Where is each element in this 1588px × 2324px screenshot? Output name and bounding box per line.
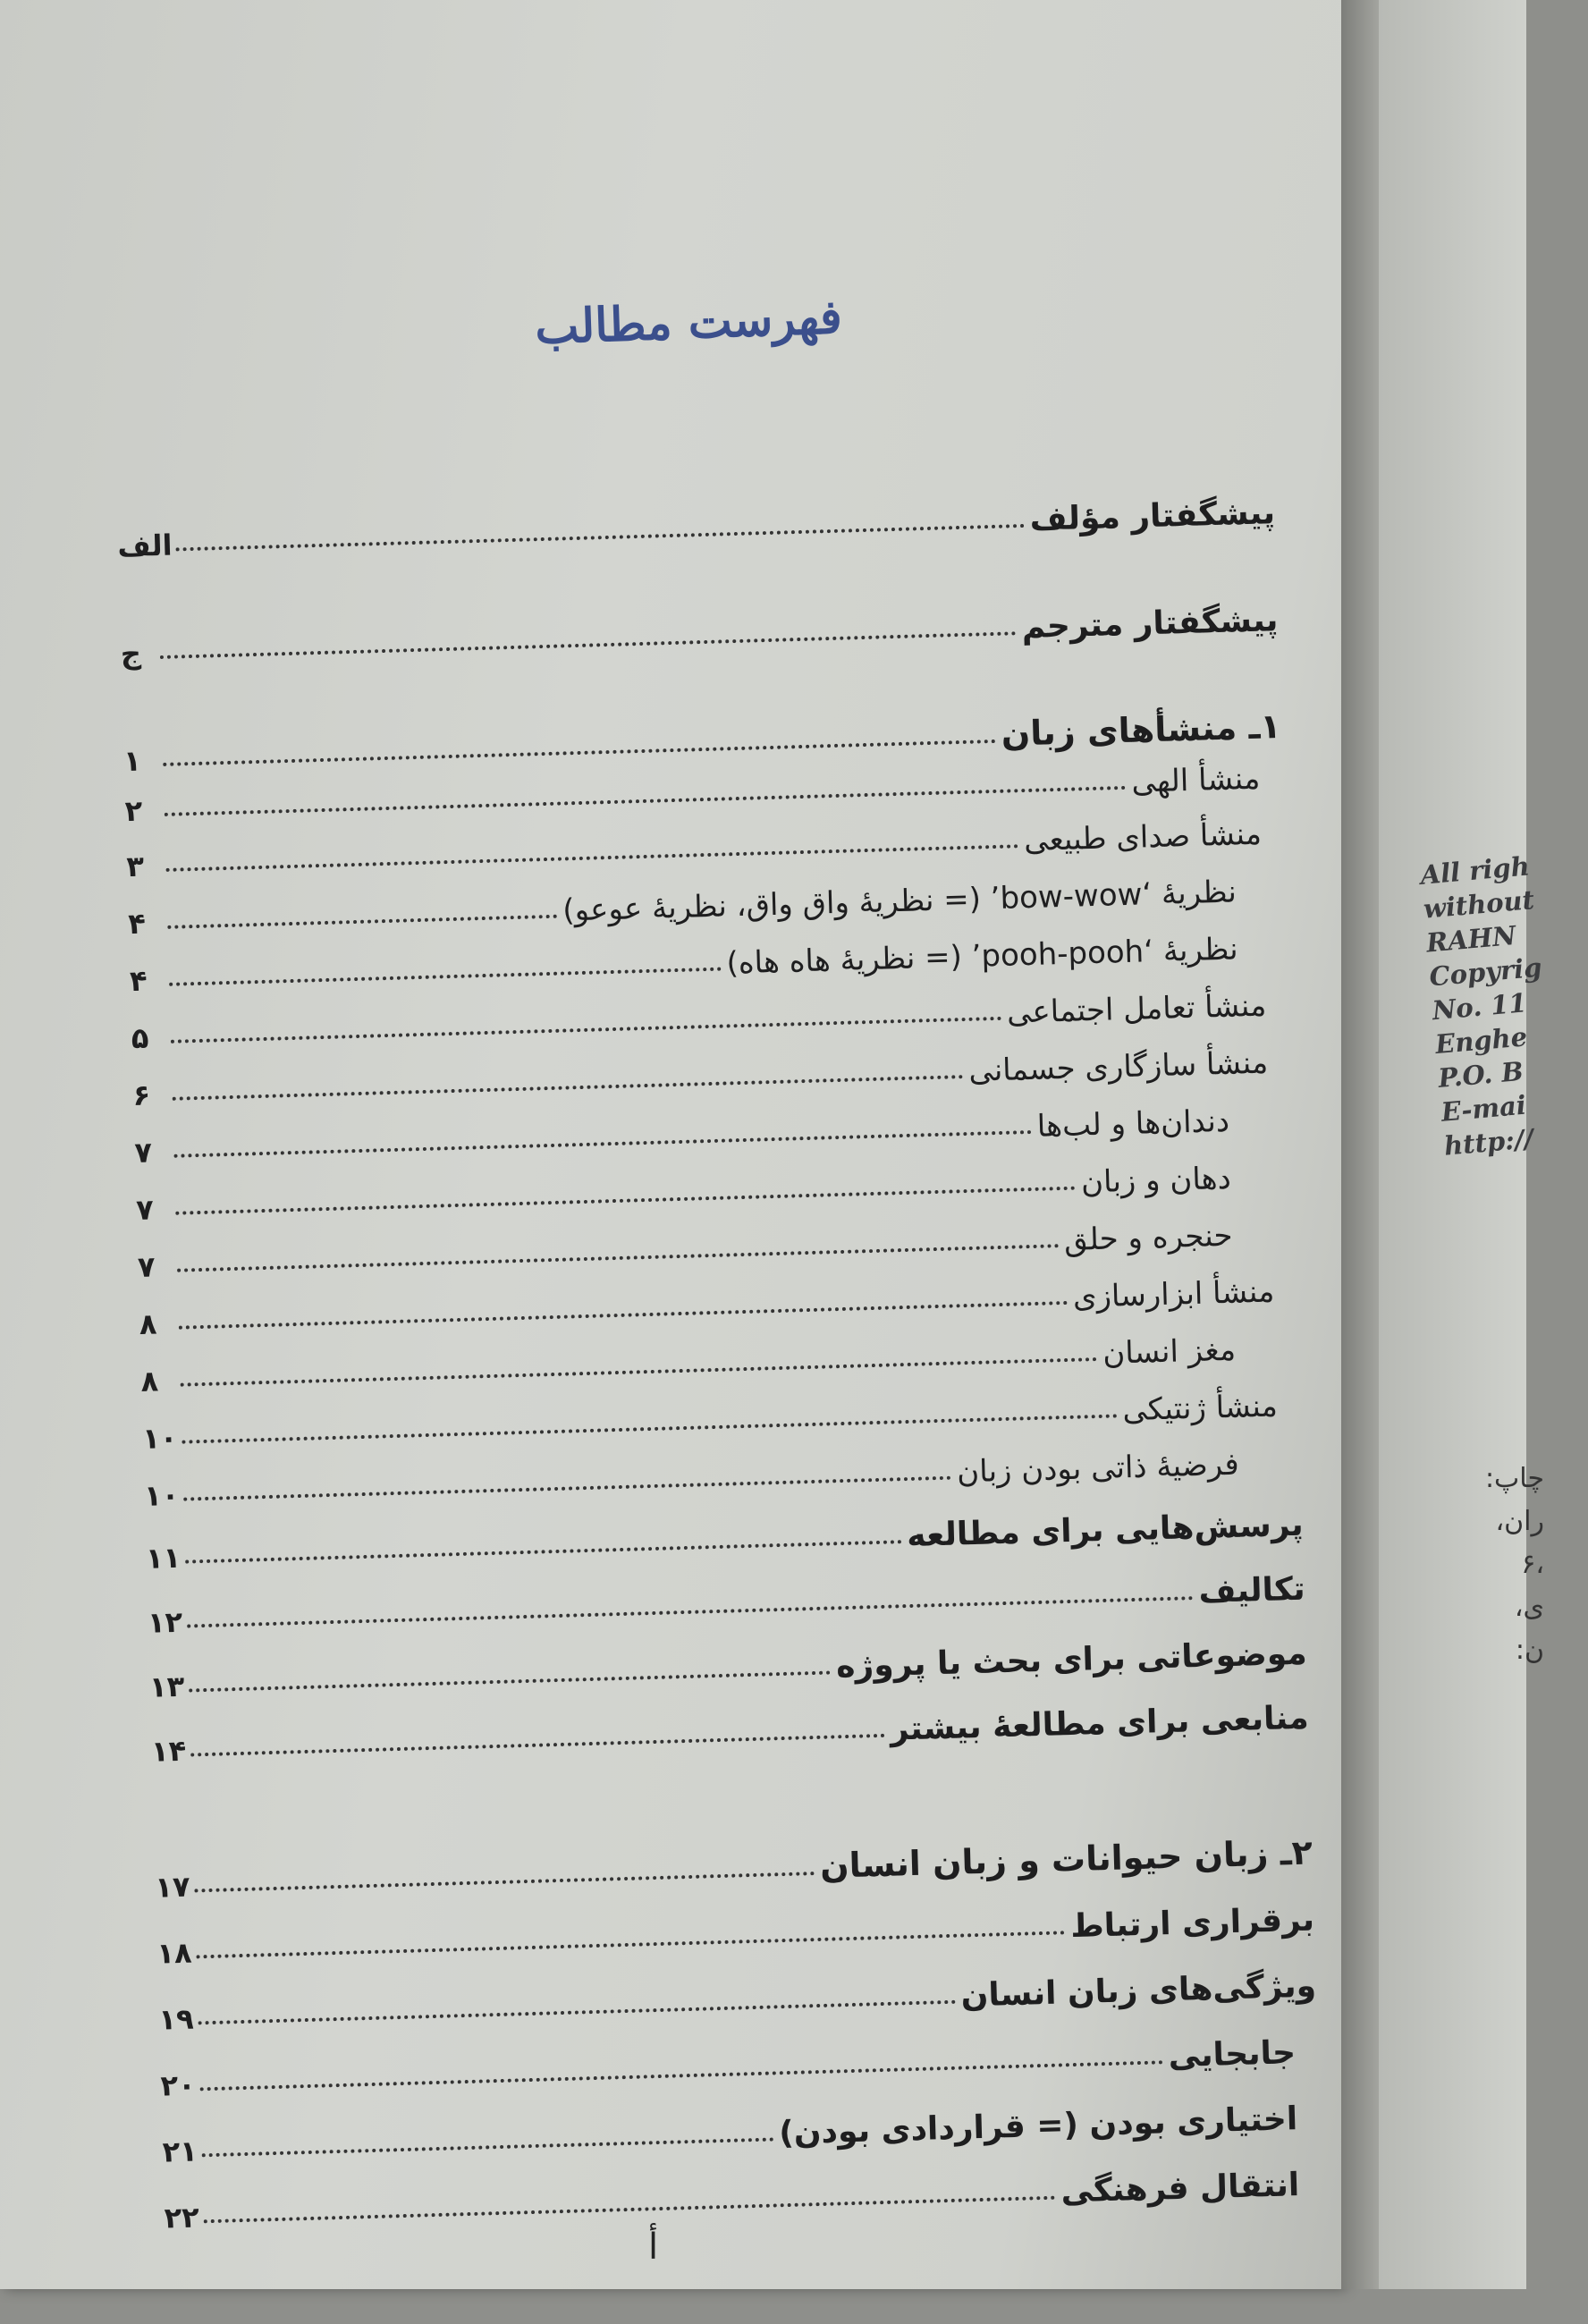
toc-entry-page: ۱۰	[141, 1420, 178, 1456]
toc-entry-title: فرضیهٔ ذاتی بودن زبان	[956, 1446, 1240, 1491]
leader-dots	[166, 844, 1019, 872]
toc-entry-title: ۱ـ منشأهای زبان	[1001, 706, 1282, 754]
toc-entry-page: ۷	[133, 1135, 153, 1170]
toc-entry-page: ۲	[124, 793, 143, 829]
toc-entry-title: حنجره و حلق	[1063, 1217, 1234, 1259]
leader-dots	[176, 524, 1025, 552]
toc-entry-title: منشأ تعامل اجتماعی	[1006, 987, 1267, 1031]
leader-dots	[173, 1075, 964, 1101]
toc-entry-page: ۱۱	[145, 1540, 182, 1576]
adjacent-page	[1379, 0, 1544, 2289]
leader-dots	[169, 968, 722, 986]
leader-dots	[179, 1301, 1068, 1330]
leader-dots	[181, 1357, 1098, 1387]
toc-entry-page: ۸	[139, 1306, 157, 1341]
toc-entry-page: ۳	[125, 849, 145, 884]
leader-dots	[198, 2000, 956, 2025]
toc-entry	[156, 1890, 1314, 1971]
toc-entry-page: ۱۷	[154, 1869, 190, 1905]
toc-entry	[160, 2023, 1297, 2102]
leader-dots	[173, 1130, 1032, 1158]
leader-dots	[190, 1734, 885, 1757]
leader-dots	[175, 1187, 1076, 1215]
toc-entry-title: دهان و زبان	[1080, 1160, 1232, 1201]
toc-entry	[162, 2089, 1298, 2168]
toc-entry	[164, 2155, 1300, 2235]
toc-entry-title: منشأ سازگاری جسمانی	[967, 1044, 1269, 1089]
adjacent-page-english-text: All righ without RAHN Copyrig No. 11 Enghe P.O. B E-mai http://	[1419, 850, 1543, 1162]
toc-entry-title: پرسش‌هایی برای مطالعه	[906, 1506, 1305, 1555]
leader-dots	[182, 1414, 1117, 1443]
leader-dots	[177, 1244, 1059, 1272]
toc-entry-page: ۱	[122, 743, 142, 779]
leader-dots	[200, 2060, 1163, 2091]
toc-entry	[150, 1688, 1309, 1769]
toc-entry-page: ۲۱	[162, 2134, 198, 2169]
toc-entry-page: ۵	[131, 1020, 149, 1056]
adjacent-page-persian-text: چاپ: ران، ،۶ ی، ن:	[1484, 1463, 1544, 1666]
toc-entry-page: ۴	[127, 906, 147, 942]
toc-entry-page: ۱۳	[148, 1669, 185, 1704]
toc-entry-title: اختیاری بودن (= قراردادی بودن)	[778, 2100, 1298, 2152]
toc-entry-page: ۱۰	[143, 1477, 180, 1513]
toc-entry-title: تکالیف	[1197, 1570, 1306, 1610]
toc-entry-page: ۲۲	[164, 2200, 200, 2235]
toc-entry-title: منشأ صدای طبیعی	[1023, 816, 1263, 859]
leader-dots	[204, 2196, 1056, 2224]
toc-entry-title: منشأ ابزارسازی	[1072, 1273, 1275, 1315]
toc-entry-title: مغز انسان	[1102, 1331, 1237, 1372]
toc-entry-page: ۱۴	[150, 1733, 187, 1769]
toc-entry-page: الف	[116, 528, 173, 564]
toc-entry-title: دندان‌ها و لب‌ها	[1036, 1103, 1230, 1145]
toc-entry-page: ۱۸	[156, 1935, 193, 1971]
toc-entry-page: ۲۰	[160, 2067, 197, 2103]
toc-entry-title: ویژگی‌های زبان انسان	[960, 1967, 1317, 2015]
leader-dots	[183, 1476, 951, 1501]
toc-entry-title: ۲ـ زبان حیوانات و زبان انسان	[819, 1832, 1313, 1886]
toc-entry	[117, 483, 1276, 563]
toc-entry-title: موضوعاتی برای بحث یا پروژه	[835, 1635, 1308, 1686]
leader-dots	[171, 1017, 1001, 1044]
toc-entry-page: ج	[120, 636, 142, 672]
toc-entry-title: جابجایی	[1168, 2034, 1297, 2075]
leader-dots	[202, 2137, 774, 2157]
toc-entry-page: ۴	[129, 963, 148, 999]
toc-entry-title: منشأ ژنتیکی	[1121, 1388, 1279, 1429]
page-folio: أ	[648, 2227, 659, 2268]
page-title: فهرست مطالب	[534, 290, 843, 355]
toc-entry	[154, 1824, 1313, 1905]
toc-entry-page: ۷	[137, 1249, 156, 1284]
leader-dots	[194, 1872, 815, 1892]
toc-entry-page: ۱۹	[157, 2001, 195, 2037]
leader-dots	[189, 1670, 831, 1692]
leader-dots	[160, 631, 1017, 659]
book-gutter	[1341, 0, 1379, 2289]
toc-entry	[158, 1956, 1317, 2036]
toc-entry-page: ۸	[140, 1364, 159, 1399]
toc-entry	[120, 590, 1279, 671]
leader-dots	[167, 915, 557, 929]
toc-entry-title: منابعی برای مطالعهٔ بیشتر	[890, 1699, 1310, 1748]
toc-entry-title: انتقال فرهنگی	[1060, 2167, 1300, 2210]
toc-entry-title: پیشگفتار مترجم	[1021, 602, 1279, 646]
toc-entry-title: پیشگفتار مؤلف	[1029, 494, 1276, 538]
toc-entry-title: منشأ الهی	[1130, 760, 1261, 800]
leader-dots	[187, 1596, 1194, 1627]
leader-dots	[196, 1931, 1065, 1958]
toc-entry-page: ۶	[132, 1077, 151, 1113]
toc-entry-page: ۷	[135, 1192, 155, 1227]
toc-entry-title: برقراری ارتباط	[1069, 1901, 1315, 1946]
toc-entry-page: ۱۲	[147, 1604, 183, 1640]
toc-entry-title: نظریهٔ ‘pooh-pooh’ (= نظریهٔ هاه هاه)	[725, 931, 1239, 982]
toc-entry-title: نظریهٔ ‘bow-wow’ (= نظریهٔ واق واق، نظریهٔ عوعو)	[562, 874, 1237, 929]
leader-dots	[185, 1540, 901, 1563]
